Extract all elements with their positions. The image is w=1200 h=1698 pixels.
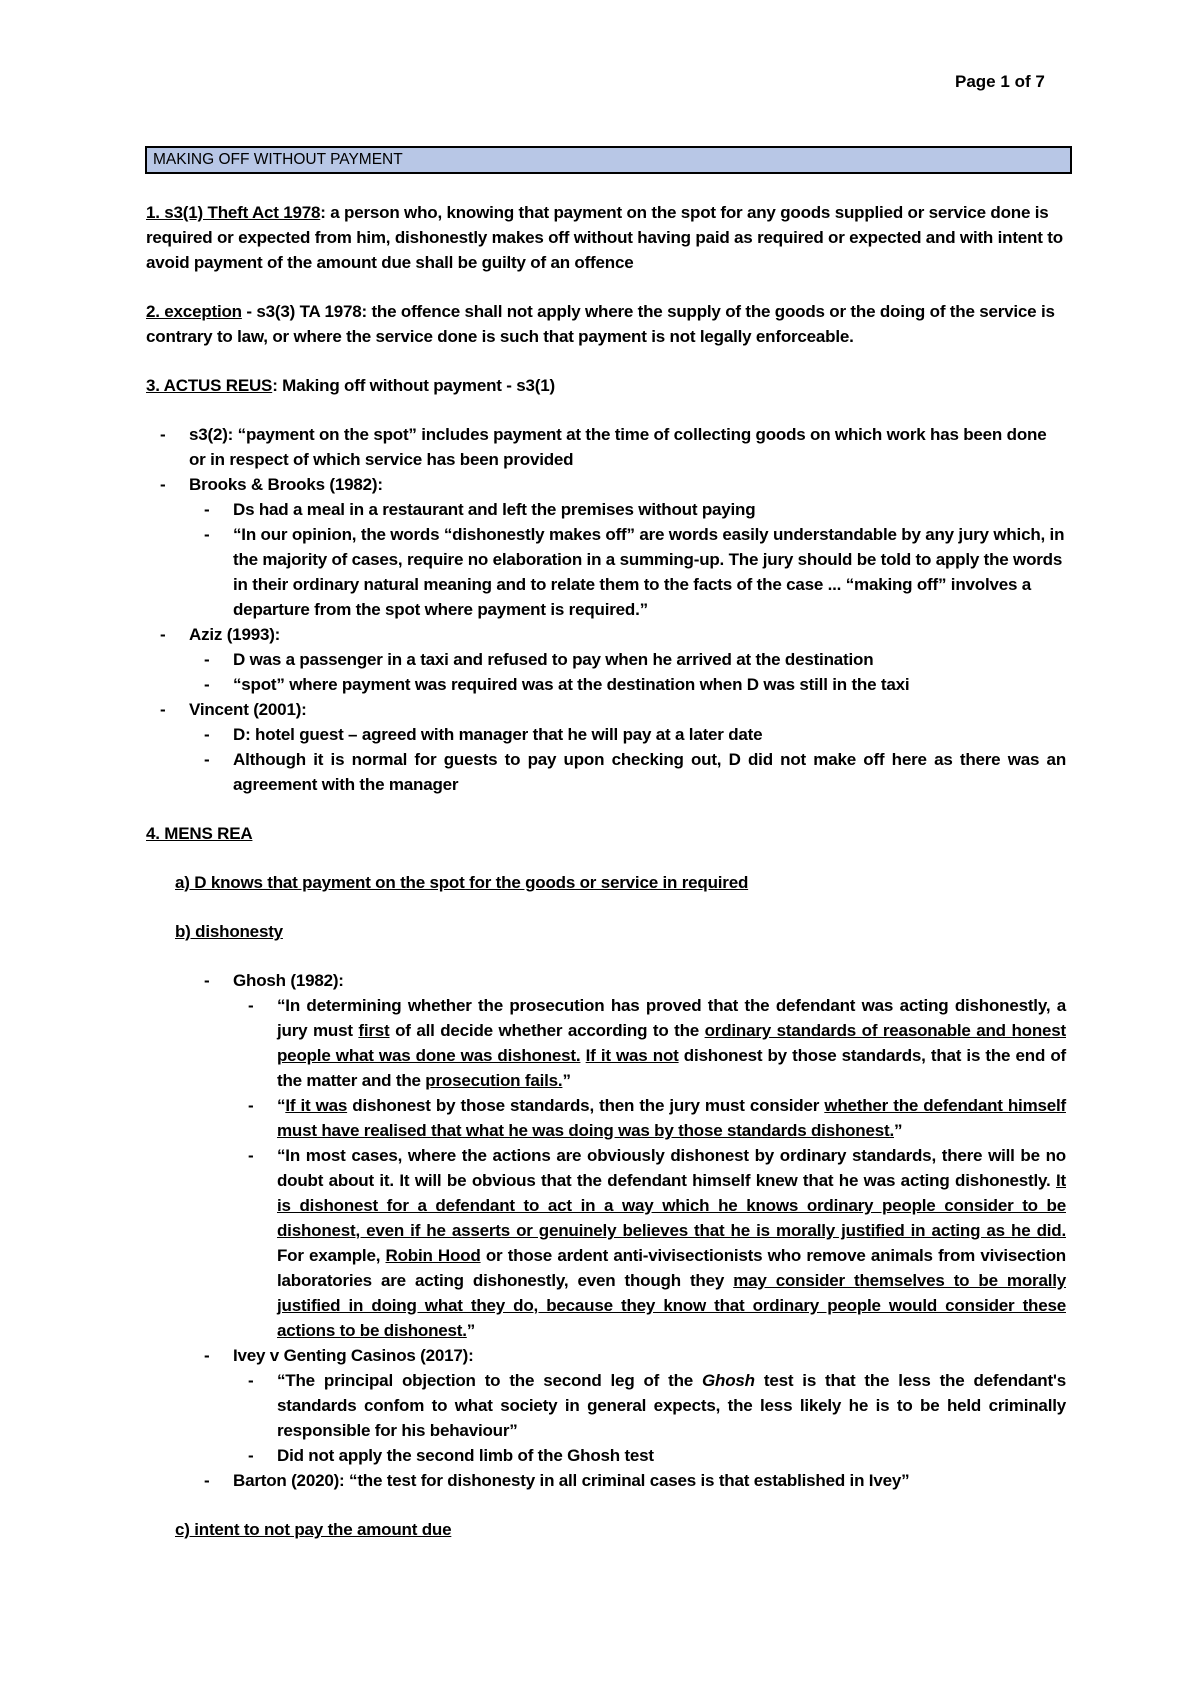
page-current: 1	[1000, 72, 1010, 91]
list-item: - Ds had a meal in a restaurant and left the premises without paying	[146, 497, 1066, 522]
page-total: 7	[1035, 72, 1045, 91]
section-4-heading: 4. MENS REA	[146, 824, 253, 843]
mens-rea-b: b) dishonesty	[175, 922, 283, 941]
list-item: - s3(2): “payment on the spot” includes payment at the time of collecting goods on which work has been done or in respect of which service has been provided	[146, 422, 1066, 472]
section-title-box	[145, 146, 1072, 174]
list-item: - Ivey v Genting Casinos (2017):	[146, 1343, 1066, 1368]
section-title: MAKING OFF WITHOUT PAYMENT	[153, 151, 403, 168]
list-item: - Although it is normal for guests to pay upon checking out, D did not make off here as there was an agreement with the manager	[146, 747, 1066, 797]
page-of: of	[1014, 72, 1031, 91]
section-2-heading: 2. exception	[146, 302, 242, 321]
mens-rea-a: a) D knows that payment on the spot for the goods or service in required	[175, 873, 749, 892]
section-3	[146, 373, 1066, 398]
section-1	[146, 200, 1066, 275]
page-number	[955, 72, 1045, 92]
section-3-heading: 3. ACTUS REUS	[146, 376, 273, 395]
mens-rea-c: c) intent to not pay the amount due	[175, 1520, 452, 1539]
section-2-text: - s3(3) TA 1978: the offence shall not apply where the supply of the goods or the doing of the service is contrary to law, or where the service done is such that payment is not legally enforceable.	[146, 302, 1055, 346]
list-item: - D was a passenger in a taxi and refused to pay when he arrived at the destination	[146, 647, 1066, 672]
ghosh-quote-3: - “In most cases, where the actions are obviously dishonest by ordinary standards, there will be no doubt about it. It will be obvious that the defendant himself knew that he was acting dishonestly. It is dishonest for a defendant to act in a way which he knows ordinary people consider to be dishonest, even if he asserts or genuinely believes that he is morally justified in acting as he did. For example, Robin Hood or those ardent anti-vivisectionists who remove animals from vivisection laboratories are acting dishonestly, even though they may consider themselves to be morally justified in doing what they do, because they know that ordinary people would consider these actions to be dishonest.”	[146, 1143, 1066, 1343]
list-item: - Barton (2020): “the test for dishonesty in all criminal cases is that established in Ivey”	[146, 1468, 1066, 1493]
section-2	[146, 299, 1066, 349]
ghosh-quote-1: - “In determining whether the prosecution has proved that the defendant was acting dishonestly, a jury must first of all decide whether according to the ordinary standards of reasonable and honest people what was done was dishonest. If it was not dishonest by those standards, that is the end of the matter and the prosecution fails.”	[146, 993, 1066, 1093]
list-item: - “spot” where payment was required was at the destination when D was still in the taxi	[146, 672, 1066, 697]
section-4	[146, 821, 1066, 846]
dishonesty-list	[146, 968, 1066, 1493]
list-item: - Ghosh (1982):	[146, 968, 1066, 993]
list-item: - Brooks & Brooks (1982):	[146, 472, 1066, 497]
document-body	[146, 200, 1066, 1542]
list-item: - Vincent (2001):	[146, 697, 1066, 722]
section-1-heading: 1. s3(1) Theft Act 1978	[146, 203, 321, 222]
section-1-text: : a person who, knowing that payment on the spot for any goods supplied or service done is required or expected from him, dishonestly makes off without having paid as required or expected and with intent to avoid payment of the amount due shall be guilty of an offence	[146, 203, 1063, 272]
page-label: Page	[955, 72, 996, 91]
ivey-quote: - “The principal objection to the second leg of the Ghosh test is that the less the defendant's standards confom to what society in general expects, the less likely he is to be held criminally responsible for his behaviour”	[146, 1368, 1066, 1443]
actus-reus-list	[146, 422, 1066, 797]
list-item: - Aziz (1993):	[146, 622, 1066, 647]
ghosh-quote-2: - “If it was dishonest by those standards, then the jury must consider whether the defendant himself must have realised that what he was doing was by those standards dishonest.”	[146, 1093, 1066, 1143]
list-item: - “In our opinion, the words “dishonestly makes off” are words easily understandable by any jury which, in the majority of cases, require no elaboration in a summing-up. The jury should be told to apply the words in their ordinary natural meaning and to relate them to the facts of the case ... “making off” involves a departure from the spot where payment is required.”	[146, 522, 1066, 622]
list-item: - Did not apply the second limb of the Ghosh test	[146, 1443, 1066, 1468]
list-item: - D: hotel guest – agreed with manager that he will pay at a later date	[146, 722, 1066, 747]
section-3-text: : Making off without payment - s3(1)	[272, 376, 555, 395]
